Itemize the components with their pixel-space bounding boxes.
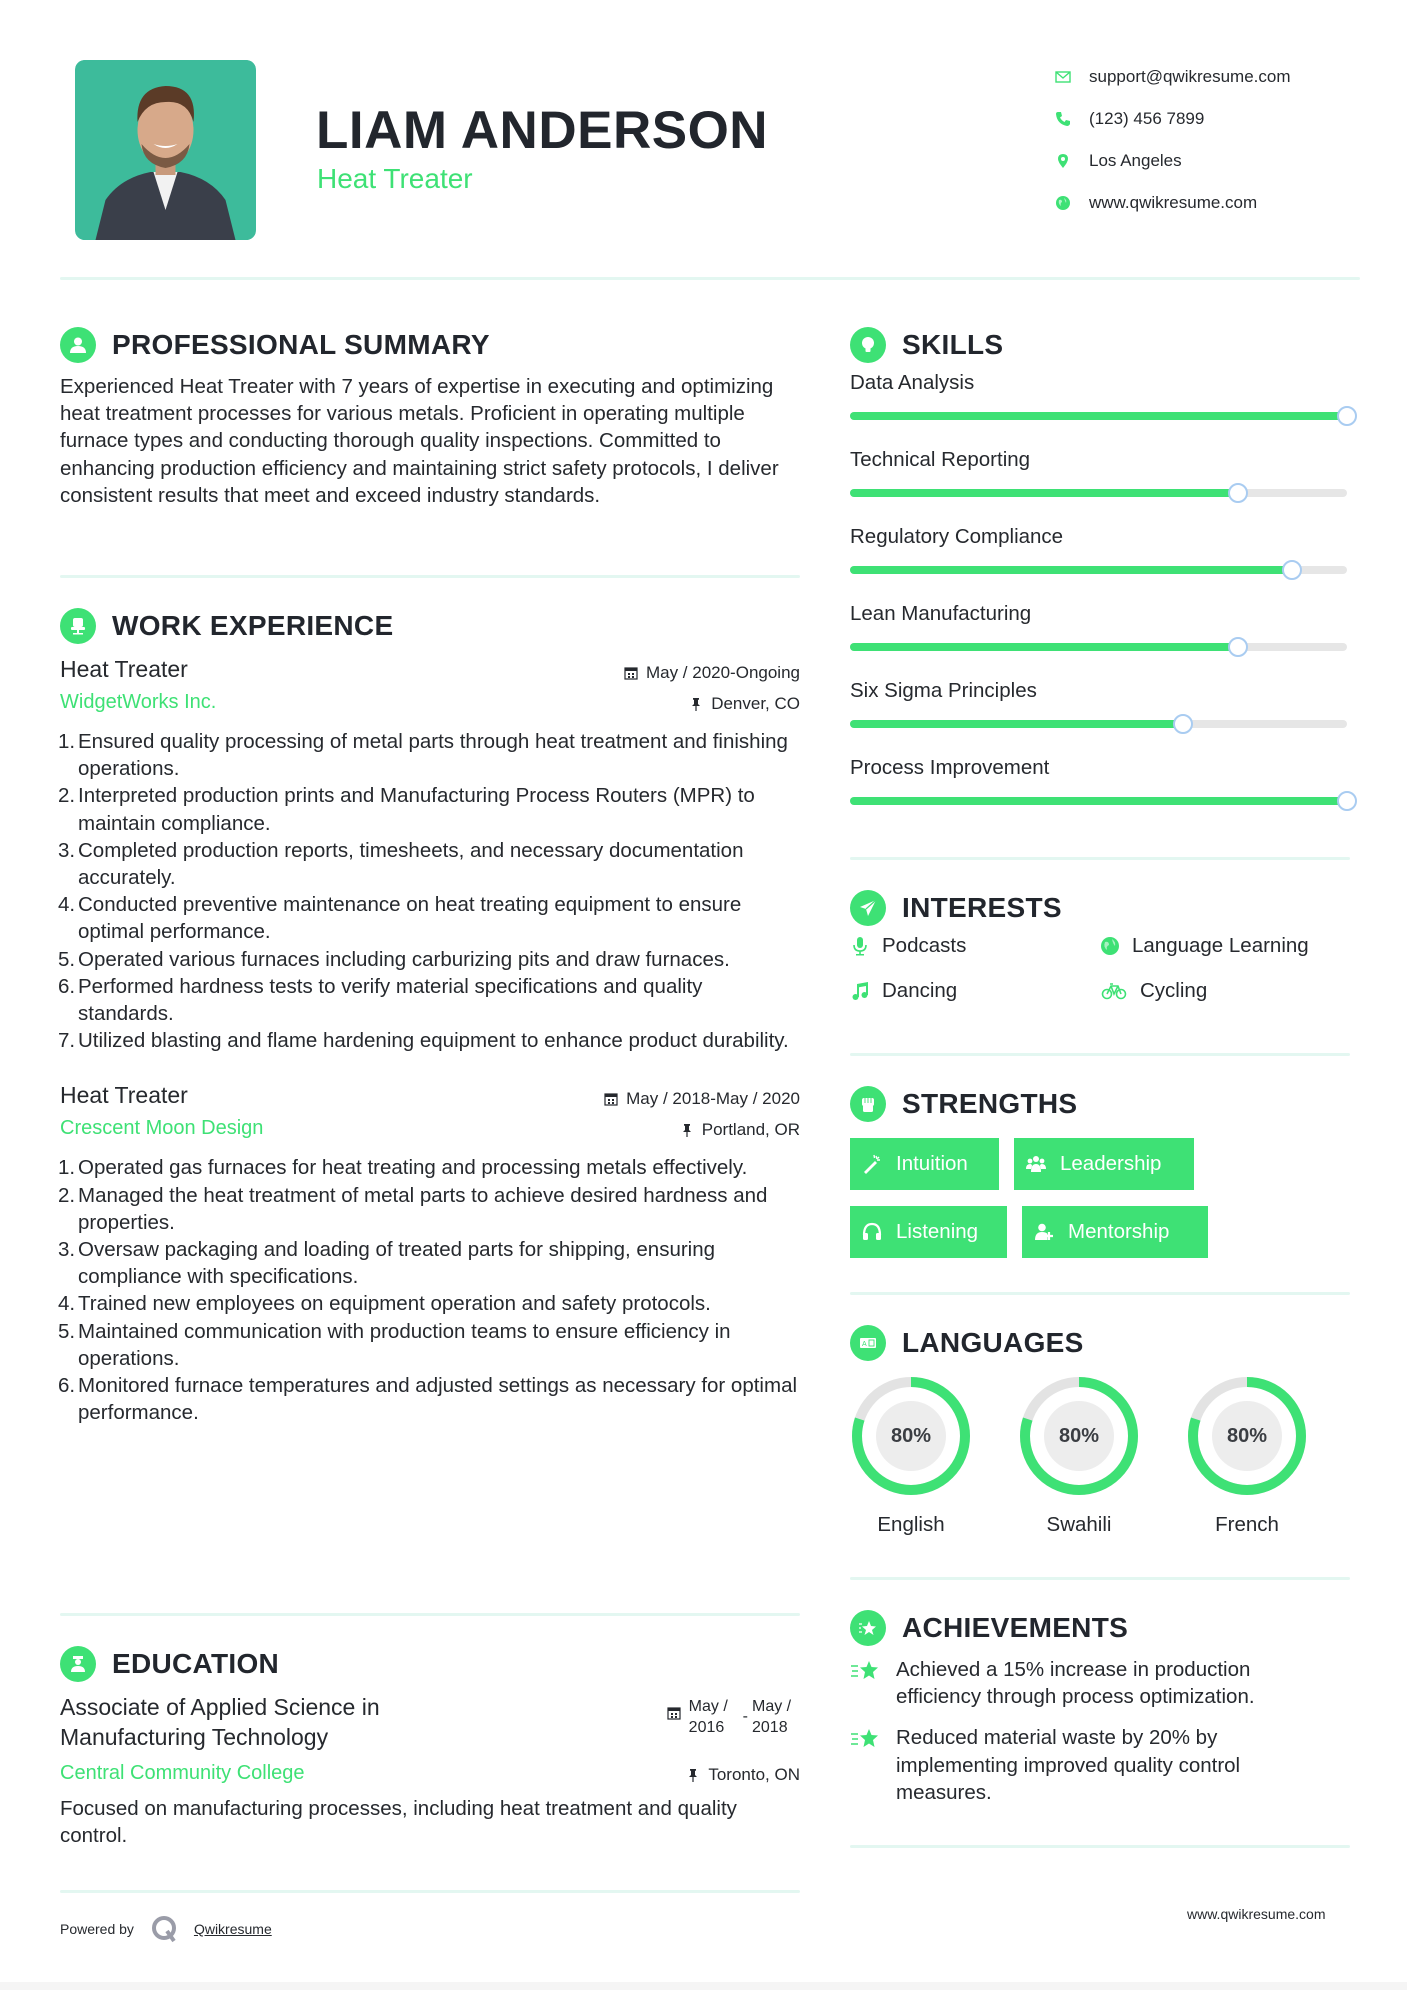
achievement-text: Achieved a 15% increase in production efficiency through process optimization. xyxy=(896,1658,1255,1709)
languages-header xyxy=(850,1323,1360,1363)
shooting-star-icon xyxy=(850,1726,880,1752)
job-dates xyxy=(624,663,800,683)
calendar-icon xyxy=(624,666,638,680)
duties-list xyxy=(60,1154,800,1426)
skill-knob xyxy=(1173,714,1193,734)
skill-name: Technical Reporting xyxy=(850,448,1031,471)
skill-item xyxy=(850,602,1360,679)
skill-item xyxy=(850,371,1360,448)
svg-text:A: A xyxy=(862,1341,867,1348)
contact-website[interactable] xyxy=(1055,182,1385,224)
magic-wand-icon xyxy=(862,1154,882,1174)
contact-location-text: Los Angeles xyxy=(1089,151,1182,170)
skills-divider xyxy=(850,857,1350,860)
raised-fist-icon xyxy=(850,1086,886,1122)
education-section xyxy=(60,1644,800,1849)
achievements-section xyxy=(850,1608,1360,1820)
job-subheader xyxy=(60,691,800,714)
candidate-name: LIAM ANDERSON xyxy=(316,101,769,160)
skill-name: Data Analysis xyxy=(850,371,975,394)
interests-list xyxy=(850,932,1360,1004)
education-divider xyxy=(60,1890,800,1893)
skills-heading: SKILLS xyxy=(902,329,1004,360)
skills-section xyxy=(850,325,1360,833)
skill-knob xyxy=(1282,560,1302,580)
skill-name: Six Sigma Principles xyxy=(850,679,1037,702)
languages-heading: LANGUAGES xyxy=(902,1327,1084,1358)
job-entry xyxy=(60,1082,800,1426)
interest-label: Cycling xyxy=(1140,978,1208,1002)
headphones-icon xyxy=(862,1222,882,1242)
skill-bar xyxy=(850,643,1347,651)
interest-item xyxy=(1100,977,1350,1004)
skill-bar xyxy=(850,489,1347,497)
language-item xyxy=(1018,1375,1140,1537)
duty-item: 6. Monitored furnace temperatures and adjusted settings as necessary for optimal performance. xyxy=(58,1374,798,1425)
globe-icon xyxy=(1100,936,1120,956)
education-header-row xyxy=(60,1692,800,1752)
header-divider xyxy=(60,277,1360,280)
company-name: Crescent Moon Design xyxy=(60,1117,264,1140)
language-item xyxy=(850,1375,972,1537)
achievement-item xyxy=(850,1724,1360,1806)
achievements-list xyxy=(850,1656,1360,1806)
skill-knob xyxy=(1228,637,1248,657)
star-badge-icon xyxy=(850,1610,886,1646)
strength-chip xyxy=(850,1138,999,1190)
education-dates xyxy=(667,1696,800,1752)
job-entry xyxy=(60,656,800,1054)
paper-plane-icon xyxy=(850,890,886,926)
phone-icon xyxy=(1055,111,1089,127)
footer-website[interactable]: www.qwikresume.com xyxy=(1187,1906,1326,1922)
contact-email[interactable] xyxy=(1055,56,1385,98)
skill-item xyxy=(850,679,1360,756)
skill-item xyxy=(850,448,1360,525)
language-percent: 80% xyxy=(1058,1424,1100,1447)
company-name: WidgetWorks Inc. xyxy=(60,691,217,713)
education-end: May / 2018 xyxy=(752,1698,792,1736)
job-title: Heat Treater xyxy=(60,656,188,682)
microphone-icon xyxy=(850,936,870,956)
group-icon xyxy=(1026,1154,1046,1174)
interest-label: Podcasts xyxy=(882,933,967,957)
duty-item: 4. Trained new employees on equipment operation and safety protocols. xyxy=(58,1292,711,1316)
education-description: Focused on manufacturing processes, including heat treatment and quality control. xyxy=(60,1797,737,1848)
school-name: Central Community College xyxy=(60,1762,305,1784)
skill-item xyxy=(850,525,1360,602)
envelope-icon xyxy=(1055,69,1089,85)
strength-chip xyxy=(1022,1206,1208,1258)
summary-heading: PROFESSIONAL SUMMARY xyxy=(112,329,490,360)
contact-location xyxy=(1055,140,1385,182)
achievement-text: Reduced material waste by 20% by implementing improved quality control measures. xyxy=(896,1726,1241,1804)
job-location-text: Portland, OR xyxy=(701,1120,800,1140)
lightbulb-icon xyxy=(850,327,886,363)
interest-item xyxy=(850,932,1100,959)
interests-divider xyxy=(850,1053,1350,1056)
strength-label: Intuition xyxy=(896,1152,968,1175)
interest-label: Language Learning xyxy=(1132,933,1309,957)
degree-title: Associate of Applied Science in Manufacturing Technology xyxy=(60,1694,380,1750)
globe-icon xyxy=(1055,195,1089,211)
strength-label: Leadership xyxy=(1060,1152,1162,1175)
strengths-header xyxy=(850,1084,1360,1124)
office-chair-icon xyxy=(60,608,96,644)
strength-chip xyxy=(850,1206,1007,1258)
strengths-divider xyxy=(850,1292,1350,1295)
map-pin-icon xyxy=(1055,153,1089,169)
education-subheader xyxy=(60,1762,800,1785)
duty-item: 7. Utilized blasting and flame hardening equipment to enhance product durability. xyxy=(58,1029,789,1053)
duty-item: 1. Operated gas furnaces for heat treating and processing metals effectively. xyxy=(58,1156,748,1180)
summary-header xyxy=(60,325,800,365)
language-percent: 80% xyxy=(1226,1424,1268,1447)
education-location-text: Toronto, ON xyxy=(708,1765,800,1784)
date-separator: - xyxy=(742,1708,748,1725)
skill-name: Regulatory Compliance xyxy=(850,525,1064,548)
translate-icon xyxy=(850,1325,886,1361)
user-icon xyxy=(60,327,96,363)
language-name: French xyxy=(1215,1513,1279,1536)
interests-heading: INTERESTS xyxy=(902,892,1062,923)
job-location xyxy=(689,694,800,714)
language-progress-ring xyxy=(1186,1375,1308,1497)
qwikresume-link[interactable]: Qwikresume xyxy=(193,1921,272,1937)
graduate-icon xyxy=(60,1646,96,1682)
strength-label: Listening xyxy=(896,1220,979,1243)
duty-item: 3. Oversaw packaging and loading of treated parts for shipping, ensuring compliance with specifications. xyxy=(58,1238,716,1289)
user-plus-icon xyxy=(1034,1222,1054,1242)
summary-text: Experienced Heat Treater with 7 years of expertise in executing and optimizing heat treatment processes for various metals. Proficient in operating multiple furnace types and conducting thorough quality inspections. Committed to enhancing production efficiency and maintaining strict safety protocols, I deliver consistent results that meet and exceed industry standards. xyxy=(60,375,779,507)
education-start: May / 2016 xyxy=(688,1698,728,1736)
interest-item xyxy=(850,977,1100,1004)
pushpin-icon xyxy=(686,1768,700,1782)
languages-divider xyxy=(850,1577,1350,1580)
strengths-heading: STRENGTHS xyxy=(902,1088,1078,1119)
interest-item xyxy=(1100,932,1350,959)
interests-header xyxy=(850,888,1360,928)
skill-bar xyxy=(850,720,1347,728)
qwikresume-logo-icon xyxy=(150,1914,180,1944)
skill-bar xyxy=(850,797,1347,805)
person-portrait-icon xyxy=(75,60,256,240)
education-header xyxy=(60,1644,800,1684)
language-name: English xyxy=(877,1513,945,1536)
skill-name: Lean Manufacturing xyxy=(850,602,1032,625)
duty-item: 5. Maintained communication with production teams to ensure efficiency in operations. xyxy=(58,1319,731,1370)
contact-website-text: www.qwikresume.com xyxy=(1089,193,1258,212)
profile-photo xyxy=(75,60,256,240)
experience-header xyxy=(60,606,800,646)
interests-section xyxy=(850,888,1360,1004)
duty-item: 4. Conducted preventive maintenance on heat treating equipment to ensure optimal performance. xyxy=(58,893,742,944)
skill-name: Process Improvement xyxy=(850,756,1050,779)
achievement-item xyxy=(850,1656,1360,1710)
achievements-divider xyxy=(850,1845,1350,1848)
job-location xyxy=(680,1120,800,1140)
job-subheader xyxy=(60,1117,800,1140)
strengths-section xyxy=(850,1084,1360,1258)
strengths-list xyxy=(850,1138,1350,1258)
summary-section xyxy=(60,325,800,509)
education-heading: EDUCATION xyxy=(112,1648,280,1679)
job-dates-text: May / 2018-May / 2020 xyxy=(626,1089,800,1109)
skills-header xyxy=(850,325,1360,365)
contact-list xyxy=(1055,56,1385,224)
achievements-heading: ACHIEVEMENTS xyxy=(902,1612,1129,1643)
job-location-text: Denver, CO xyxy=(711,694,800,713)
strength-chip xyxy=(1014,1138,1194,1190)
skill-item xyxy=(850,756,1360,833)
experience-divider xyxy=(60,1613,800,1616)
pushpin-icon xyxy=(689,697,703,711)
page-bottom-strip xyxy=(0,1982,1407,1990)
language-progress-ring xyxy=(850,1375,972,1497)
duty-item: 5. Operated various furnaces including carburizing pits and draw furnaces. xyxy=(58,947,730,971)
contact-phone-text: (123) 456 7899 xyxy=(1089,109,1205,128)
music-note-icon xyxy=(850,981,870,1001)
candidate-title: Heat Treater xyxy=(317,163,473,194)
duty-item: 3. Completed production reports, timesheets, and necessary documentation accurately. xyxy=(58,838,744,890)
powered-by-text: Powered by xyxy=(60,1921,134,1937)
interest-label: Dancing xyxy=(882,978,958,1002)
shooting-star-icon xyxy=(850,1658,880,1684)
language-percent: 80% xyxy=(890,1424,932,1447)
languages-section xyxy=(850,1323,1360,1537)
skill-knob xyxy=(1337,406,1357,426)
calendar-icon xyxy=(604,1092,618,1106)
duty-item: 2. Interpreted production prints and Manufacturing Process Routers (MPR) to maintain compliance. xyxy=(58,784,755,835)
skill-knob xyxy=(1228,483,1248,503)
skill-bar xyxy=(850,412,1347,420)
job-dates xyxy=(604,1089,800,1109)
duties-list xyxy=(60,728,800,1054)
duty-item: 2. Managed the heat treatment of metal parts to achieve desired hardness and properties. xyxy=(58,1183,768,1234)
language-progress-ring xyxy=(1018,1375,1140,1497)
pushpin-icon xyxy=(680,1123,694,1137)
skill-knob xyxy=(1337,791,1357,811)
languages-list xyxy=(850,1375,1360,1537)
experience-section xyxy=(60,606,800,1426)
strength-label: Mentorship xyxy=(1068,1220,1170,1243)
duty-item: 6. Performed hardness tests to verify material specifications and quality standards. xyxy=(58,974,703,1026)
contact-phone[interactable] xyxy=(1055,98,1385,140)
footer-powered-by xyxy=(60,1914,272,1944)
summary-divider xyxy=(60,575,800,578)
skills-list xyxy=(850,371,1360,833)
achievements-header xyxy=(850,1608,1360,1648)
calendar-icon xyxy=(667,1706,681,1720)
experience-heading: WORK EXPERIENCE xyxy=(112,610,394,641)
bicycle-icon xyxy=(1100,981,1128,1001)
language-item xyxy=(1186,1375,1308,1537)
job-header xyxy=(60,1082,800,1109)
duty-item: 1. Ensured quality processing of metal parts through heat treatment and finishing operations. xyxy=(58,730,788,781)
skill-bar xyxy=(850,566,1347,574)
language-name: Swahili xyxy=(1046,1513,1112,1536)
job-title: Heat Treater xyxy=(60,1082,188,1109)
education-location xyxy=(686,1765,800,1785)
job-header xyxy=(60,656,800,683)
job-dates-text: May / 2020-Ongoing xyxy=(645,663,800,682)
contact-email-text: support@qwikresume.com xyxy=(1089,67,1291,86)
